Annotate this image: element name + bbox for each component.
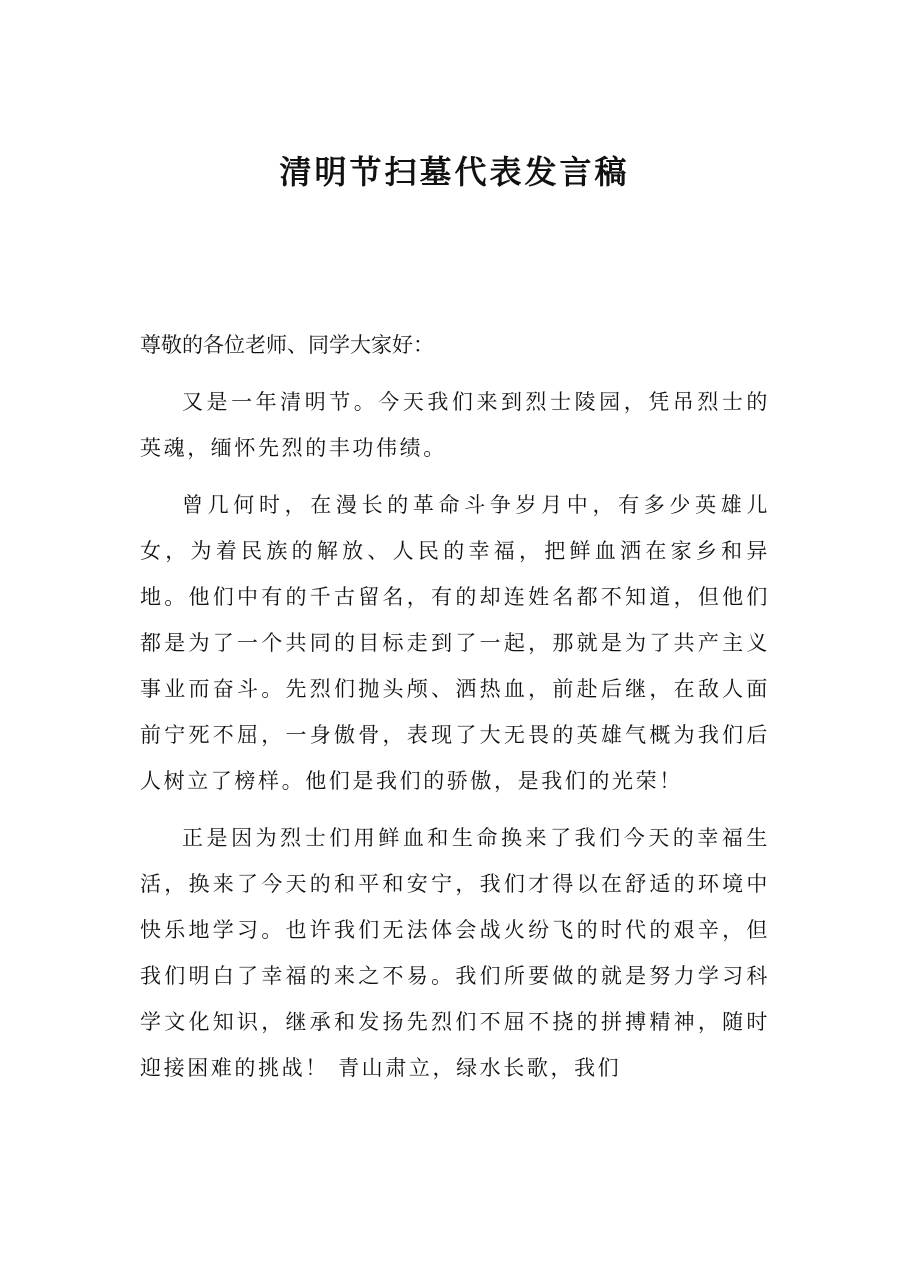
- paragraph-2: 曾几何时，在漫长的革命斗争岁月中，有多少英雄儿女，为着民族的解放、人民的幸福，把鲜血洒在家乡和异地。他们中有的千古留名，有的却连姓名都不知道，但他们都是为了一个共同的目标走到了一起，那就是为了共产主义事业而奋斗。先烈们抛头颅、洒热血，前赴后继，在敌人面前宁死不屈，一身傲骨，表现了大无畏的英雄气概为我们后人树立了榜样。他们是我们的骄傲，是我们的光荣！: [140, 493, 770, 793]
- document-title: 清明节扫墓代表发言稿: [279, 153, 630, 191]
- paragraph-3: 正是因为烈士们用鲜血和生命换来了我们今天的幸福生活，换来了今天的和平和安宁，我们才得以在舒适的环境中快乐地学习。也许我们无法体会战火纷飞的时代的艰辛，但我们明白了幸福的来之不易。我们所要做的就是努力学习科学文化知识，继承和发扬先烈们不屈不挠的拼搏精神，随时迎接困难的挑战！ 青山肃立，绿水长歌，我们: [140, 826, 770, 1080]
- document-body: [140, 322, 770, 1102]
- paragraph-1: 又是一年清明节。今天我们来到烈士陵园，凭吊烈士的英魂，缅怀先烈的丰功伟绩。: [140, 390, 770, 460]
- greeting-line: 尊敬的各位老师、同学大家好：: [140, 333, 434, 357]
